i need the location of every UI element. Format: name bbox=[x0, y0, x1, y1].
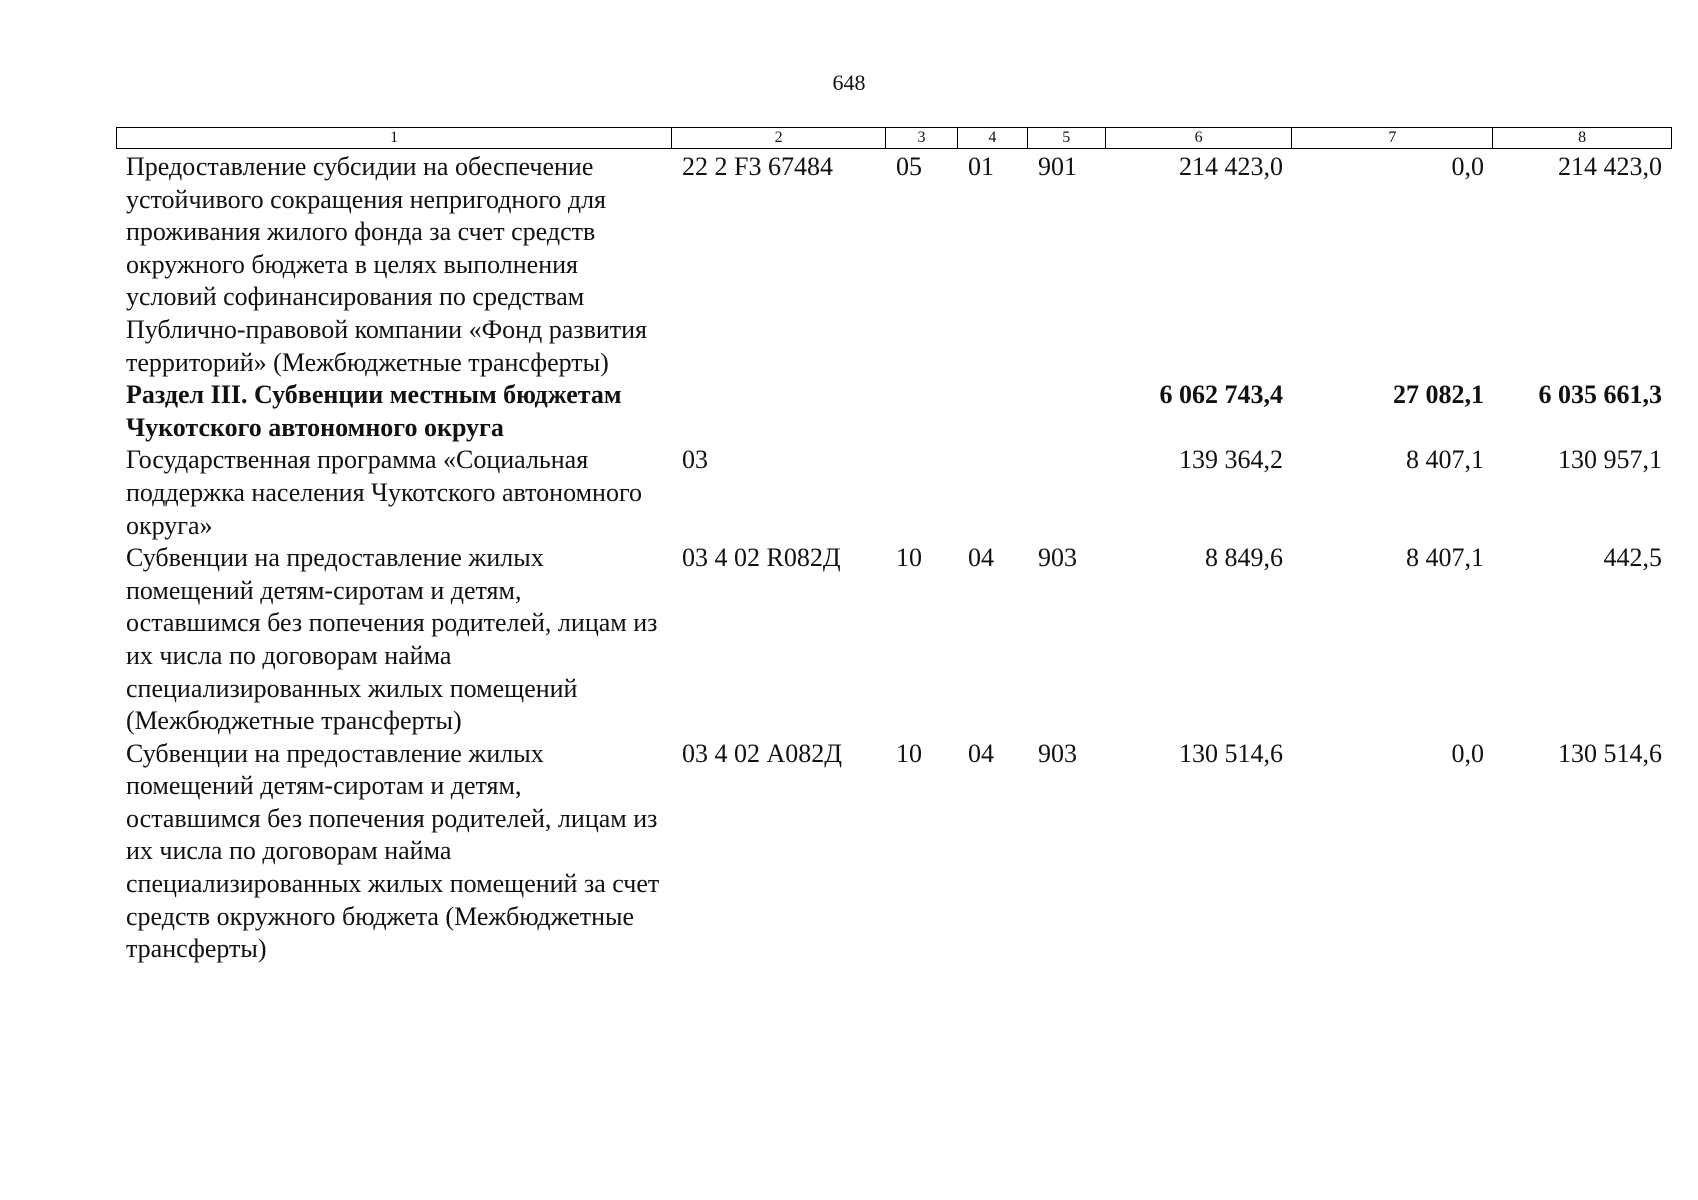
row-grbs-code: 901 bbox=[1038, 152, 1077, 181]
row-name: Предоставление субсидии на обеспечение устойчивого сокращения непригодного для проживания жилого фонда за счет средств окружного бюджета в целях выполнения условий софинансирования по средствам Публично-правовой компании «Фонд развития территорий» (Межбюджетные трансферты) bbox=[126, 152, 648, 377]
row-regional-amount: 130 514,6 bbox=[1558, 738, 1662, 768]
row-regional-amount: 442,5 bbox=[1603, 543, 1662, 573]
row-name: Субвенции на предоставление жилых помещений детям-сиротам и детям, оставшимся без попечения родителей, лицам из их числа по договорам найма специализированных жилых помещений за счет средств окружного бюджета (Межбюджетные трансферты) bbox=[126, 738, 660, 964]
table-row bbox=[116, 738, 1672, 966]
row-total-amount: 8 849,6 bbox=[1205, 543, 1283, 573]
table-row-section bbox=[116, 379, 1672, 444]
table-row bbox=[116, 444, 1672, 542]
row-csr-code: 03 4 02 R082Д bbox=[682, 543, 841, 573]
row-subsection-code bbox=[958, 379, 1028, 444]
table-row bbox=[116, 542, 1672, 738]
column-header-7: 7 bbox=[1292, 128, 1493, 148]
page-number: 648 bbox=[832, 70, 866, 95]
row-section-code: 10 bbox=[896, 738, 922, 768]
row-subsection-code bbox=[958, 444, 1028, 542]
row-name: Государственная программа «Социальная поддержка населения Чукотского автономного округа» bbox=[126, 445, 642, 540]
row-subsection-code: 04 bbox=[968, 738, 994, 768]
row-federal-amount: 0,0 bbox=[1451, 738, 1484, 768]
row-federal-amount: 8 407,1 bbox=[1406, 543, 1484, 573]
column-header-1: 1 bbox=[117, 128, 672, 148]
row-csr-code bbox=[672, 379, 886, 444]
row-regional-amount: 214 423,0 bbox=[1558, 152, 1662, 181]
row-total-amount: 214 423,0 bbox=[1179, 152, 1283, 181]
row-csr-code: 22 2 F3 67484 bbox=[682, 152, 833, 181]
row-name: Раздел III. Субвенции местным бюджетам Чукотского автономного округа bbox=[126, 380, 622, 442]
row-grbs-code bbox=[1028, 444, 1106, 542]
column-header-6: 6 bbox=[1106, 128, 1293, 148]
row-total-amount: 130 514,6 bbox=[1179, 738, 1283, 768]
row-section-code bbox=[886, 444, 958, 542]
table-header-row bbox=[116, 127, 1672, 149]
row-regional-amount: 130 957,1 bbox=[1558, 445, 1662, 475]
row-subsection-code: 01 bbox=[968, 152, 994, 181]
row-section-code: 05 bbox=[896, 152, 922, 181]
column-header-4: 4 bbox=[958, 128, 1028, 148]
row-section-code: 10 bbox=[896, 543, 922, 573]
row-grbs-code bbox=[1028, 379, 1106, 444]
column-header-2: 2 bbox=[672, 128, 886, 148]
row-grbs-code: 903 bbox=[1038, 738, 1077, 768]
row-federal-amount: 8 407,1 bbox=[1406, 445, 1484, 475]
row-name: Субвенции на предоставление жилых помещений детям-сиротам и детям, оставшимся без попечения родителей, лицам из их числа по договорам найма специализированных жилых помещений (Межбюджетные трансферты) bbox=[126, 543, 658, 736]
row-csr-code: 03 bbox=[682, 445, 708, 475]
row-section-code bbox=[886, 379, 958, 444]
row-grbs-code: 903 bbox=[1038, 543, 1077, 573]
row-federal-amount: 27 082,1 bbox=[1393, 380, 1484, 410]
row-regional-amount: 6 035 661,3 bbox=[1538, 380, 1662, 410]
row-total-amount: 6 062 743,4 bbox=[1159, 380, 1283, 410]
row-csr-code: 03 4 02 А082Д bbox=[682, 738, 843, 768]
column-header-8: 8 bbox=[1578, 129, 1587, 146]
column-header-5: 5 bbox=[1028, 128, 1106, 148]
column-header-3: 3 bbox=[886, 128, 958, 148]
row-subsection-code: 04 bbox=[968, 543, 994, 573]
table-row bbox=[116, 151, 1672, 379]
row-total-amount: 139 364,2 bbox=[1179, 445, 1283, 475]
budget-table bbox=[116, 127, 1672, 966]
row-federal-amount: 0,0 bbox=[1451, 152, 1484, 181]
